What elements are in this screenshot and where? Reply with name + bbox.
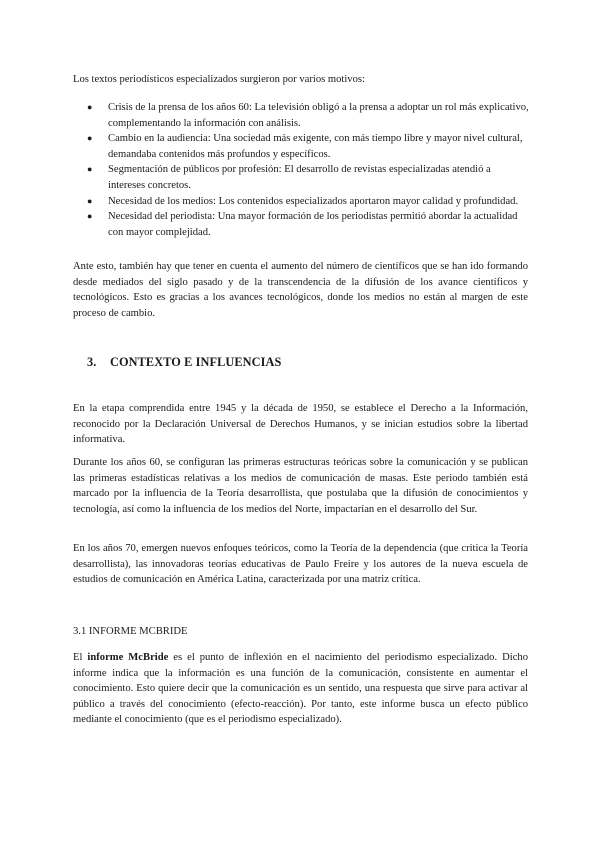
bullet-icon: ● [87, 164, 93, 175]
list-item [73, 100, 529, 131]
bullet-icon: ● [87, 102, 93, 112]
subsection-heading: 3.1 INFORME MCBRIDE [73, 626, 188, 637]
paragraph-60s: Durante los años 60, se configuran las primeras estructuras teóricas sobre la comunicación y se publican las primeras estadísticas relativas a los medios de comunicación de masas. Este periodo también está marcado por la influencia de la Teoría desarrollista, que postulaba que la difusión de conocimientos y tecnología, así como la influencia de los medios del Norte, impactarían en el desarrollo del Sur. [73, 457, 528, 515]
list-item [73, 209, 529, 240]
mcbride-rest: es el punto de inflexión en el nacimiento del periodismo especializado. Dicho informe indica que la información es una función de la comunicación, consistente en aumentar el conocimiento. Esto quiere decir que la comunicación es un sentido, una respuesta que sirve para activar al público a través del conocimiento (efecto-reacción). Por tanto, este informe busca un efecto público mediante el conocimiento (que es el periodismo especializado). [73, 652, 528, 726]
mcbride-lead: El [73, 652, 88, 663]
list-item-text: Cambio en la audiencia: Una sociedad más exigente, con más tiempo libre y mayor nivel cultural, demandaba contenidos más profundos y específicos. [108, 133, 523, 160]
bullet-icon: ● [87, 211, 93, 222]
paragraph-1945: En la etapa comprendida entre 1945 y la década de 1950, se establece el Derecho a la Información, reconocido por la Declaración Universal de Derechos Humanos, y se inician estudios sobre la libertad informativa. [73, 403, 528, 446]
motives-list [73, 100, 529, 240]
mcbride-bold-term: informe McBride [87, 652, 169, 663]
intro-text: Los textos periodísticos especializados surgieron por varios motivos: [73, 74, 365, 85]
list-item-text: Segmentación de públicos por profesión: El desarrollo de revistas especializadas atendió a intereses concretos. [108, 164, 491, 191]
list-item-text: Necesidad de los medios: Los contenidos especializados aportaron mayor calidad y profundidad. [108, 195, 519, 207]
list-item [73, 131, 529, 162]
list-item [73, 194, 529, 210]
section-number: 3. [87, 355, 97, 369]
list-item-text: Crisis de la prensa de los años 60: La televisión obligó a la prensa a adoptar un rol más explicativo, complementando la información con análisis. [108, 102, 529, 129]
bullet-icon: ● [87, 133, 93, 144]
paragraph-70s: En los años 70, emergen nuevos enfoques teóricos, como la Teoría de la dependencia (que critica la Teoría desarrollista), las innovadoras teorías educativas de Paulo Freire y los autores de la nueva escuela de estudios de comunicación en América Latina, caracterizada por una matriz crítica. [73, 543, 528, 586]
section-title: CONTEXTO E INFLUENCIAS [110, 355, 282, 369]
paragraph-scientists: Ante esto, también hay que tener en cuenta el aumento del número de científicos que se han ido formando desde mediados del siglo pasado y de la transcendencia de la difusión de los avance científicos y tecnológicos. Esto es gracias a los avances tecnológicos, donde los medios no están al margen de este proceso de cambio. [73, 261, 528, 319]
list-item [73, 162, 529, 193]
list-item-text: Necesidad del periodista: Una mayor formación de los periodistas permitió abordar la actualidad con mayor complejidad. [108, 211, 518, 238]
bullet-icon: ● [87, 195, 93, 206]
paragraph-mcbride [73, 650, 528, 728]
section-heading [87, 355, 281, 371]
